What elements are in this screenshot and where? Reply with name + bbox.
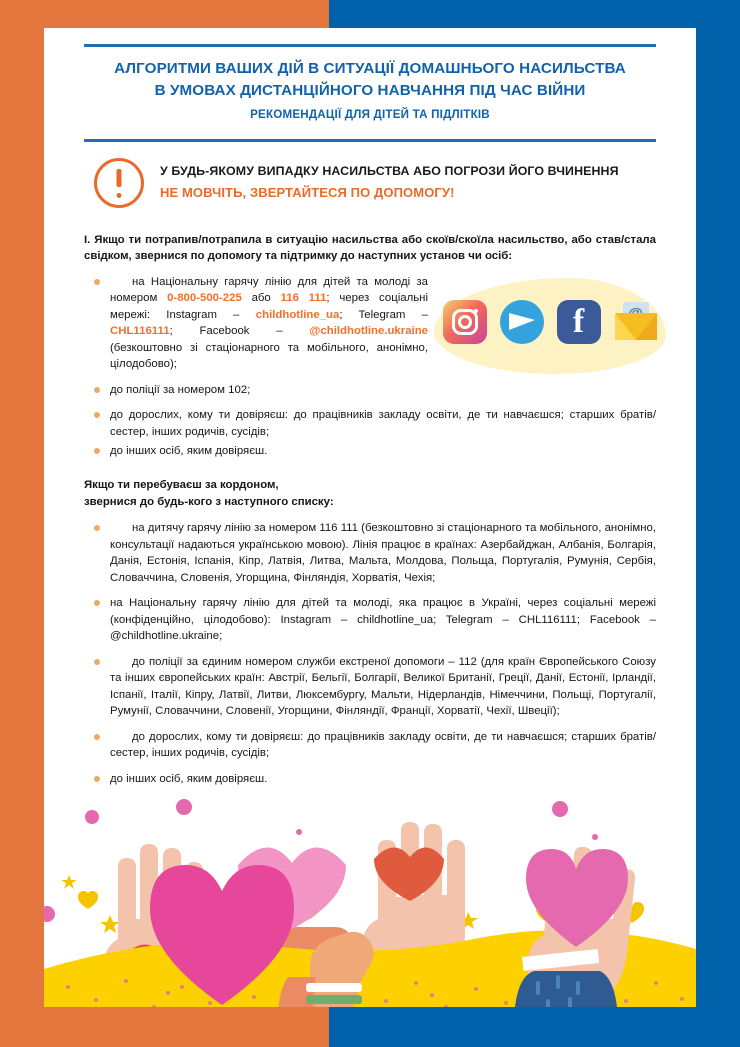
- document-sheet: [44, 28, 696, 1019]
- raised-hands-with-hearts-illustration: [44, 787, 696, 1019]
- hotline-or: або: [241, 292, 281, 305]
- social-media-icons-group: [434, 278, 666, 374]
- abroad-heading-line-2: звернися до будь-кого з наступного списку:: [84, 495, 334, 508]
- list-item-police-112: [84, 654, 656, 720]
- hotline-number-primary: 0-800-500-225: [167, 292, 242, 305]
- section-one-block: [84, 274, 656, 460]
- hotline-number-secondary: 116 111: [280, 292, 327, 305]
- illustration-canvas: [44, 787, 696, 1019]
- exclamation-dot: [117, 193, 122, 198]
- title-line-1: АЛГОРИТМИ ВАШИХ ДІЙ В СИТУАЦІЇ ДОМАШНЬОГО НАСИЛЬСТВА: [114, 60, 626, 77]
- bottom-frame-bar: [0, 1007, 740, 1047]
- instagram-icon[interactable]: [443, 300, 487, 344]
- telegram-icon[interactable]: [500, 300, 544, 344]
- other-people-abroad-text: до інших осіб, яким довіряєш.: [110, 772, 268, 785]
- police-112-text: до поліції за єдиним номером служби екстреної допомоги – 112 (для країн Європейського Союзу та інших європейських країн: Австрії, Бельгії, Болгарії, Великої Британії, Греції, Данії, Естонії, Ірландії, Іспанії, Італії, Кіпру, Латвії, Литви, Люксембургу, Мальти, Нідерландів, Німеччини, Польщі, Португалії, Румунії, Словаччини, Словенії, Угорщини, Фінляндії, Франції, Хорватії, Чехії, Швеції);: [110, 655, 656, 718]
- bottom-bar-blue-segment: [329, 1007, 740, 1047]
- facebook-separator: ; Facebook –: [169, 325, 310, 338]
- exclamation-stem: [117, 169, 122, 187]
- other-people-text: до інших осіб, яким довіряєш.: [110, 445, 268, 458]
- list-item-national-hotline-social: [84, 595, 656, 645]
- section-abroad-bullet-list: [84, 520, 656, 787]
- document-content: [44, 28, 696, 788]
- section-abroad-heading: [84, 477, 656, 511]
- list-item-child-hotline-116111: [84, 520, 656, 586]
- telegram-plane: [509, 313, 535, 330]
- hotline-tail-text: (безкоштовно зі стаціонарного та мобільного, анонімно, цілодобово);: [110, 341, 428, 371]
- alert-text: [160, 163, 619, 203]
- section-one-intro: I. Якщо ти потрапив/потрапила в ситуацію насильства або скоїв/скоїла насильство, або став/стала свідком, звернися по допомогу та підтримку до наступних установ чи осіб:: [84, 234, 656, 263]
- list-item-trusted-adults-abroad: [84, 729, 656, 762]
- hotline-social-lead: ; через соціальні мережі: Instagram –: [110, 292, 428, 321]
- instagram-dot: [474, 309, 478, 313]
- list-item-trusted-adults: [84, 407, 656, 440]
- email-icon[interactable]: [614, 300, 658, 344]
- exclamation-circle-icon: [94, 158, 144, 208]
- list-item-other-people: [84, 443, 656, 460]
- trusted-adults-text: до дорослих, кому ти довіряєш: до працівників закладу освіти, де ти навчаєшся; старших братів/сестер, інших родичів, сусідів;: [110, 409, 656, 438]
- abroad-heading-line-1: Якщо ти перебуваєш за кордоном,: [84, 478, 279, 491]
- police-102-text: до поліції за номером 102;: [110, 383, 251, 396]
- bottom-bar-orange-segment: [0, 1007, 329, 1047]
- hotline-lead-text: на Національну гарячу лінію для дітей та молоді за номером: [110, 275, 428, 305]
- email-flap-left: [615, 313, 636, 340]
- instagram-lens: [458, 315, 472, 329]
- trusted-adults-abroad-text: до дорослих, кому ти довіряєш: до працівників закладу освіти, де ти навчаєшся; старших братів/сестер, інших родичів, сусідів;: [110, 730, 656, 760]
- list-item-other-people-abroad: [84, 771, 656, 788]
- facebook-icon[interactable]: [557, 300, 601, 344]
- alert-line-1: У БУДЬ-ЯКОМУ ВИПАДКУ НАСИЛЬСТВА АБО ПОГРОЗИ ЙОГО ВЧИНЕННЯ: [160, 164, 619, 179]
- telegram-separator: ; Telegram –: [339, 308, 428, 321]
- social-icons-row: [434, 300, 666, 344]
- title-line-2: В УМОВАХ ДИСТАНЦІЙНОГО НАВЧАННЯ ПІД ЧАС ВІЙНИ: [154, 81, 586, 99]
- alert-banner: [84, 142, 656, 214]
- national-hotline-text: на Національну гарячу лінію для дітей та молоді, яка працює в Україні, через соціальні мережі (конфіденційно, цілодобово): Instagram – childhotline_ua; Telegram – CHL116111; Facebook – @childhotline.ukraine;: [110, 597, 656, 643]
- instagram-handle: childhotline_ua: [255, 308, 340, 321]
- facebook-handle: @childhotline.ukraine: [309, 325, 428, 338]
- alert-line-2: НЕ МОВЧІТЬ, ЗВЕРТАЙТЕСЯ ПО ДОПОМОГУ!: [160, 185, 455, 201]
- right-frame-band: [696, 0, 740, 1047]
- page-title: [84, 47, 656, 103]
- child-hotline-text: на дитячу гарячу лінію за номером 116 111 (безкоштовно зі стаціонарного та мобільного, анонімно, консультації надаються українською мовою). Лінія працює в країнах: Азербайджан, Албанія, Болгарія, Данія, Естонія, Іспанія, Кіпр, Латвія, Литва, Мальта, Молдова, Польща, Португалія, Румунія, Сербія, Словаччина, Словенія, Угорщина, Фінляндія, Хорватія, Чехія;: [110, 522, 656, 584]
- page-subtitle: РЕКОМЕНДАЦІЇ ДЛЯ ДІТЕЙ ТА ПІДЛІТКІВ: [250, 108, 490, 122]
- left-frame-band: [0, 0, 44, 1047]
- email-flap-right: [636, 313, 657, 340]
- list-item-police-102: [84, 382, 656, 399]
- telegram-handle: CHL116111: [110, 325, 170, 338]
- facebook-glyph: f: [572, 302, 585, 340]
